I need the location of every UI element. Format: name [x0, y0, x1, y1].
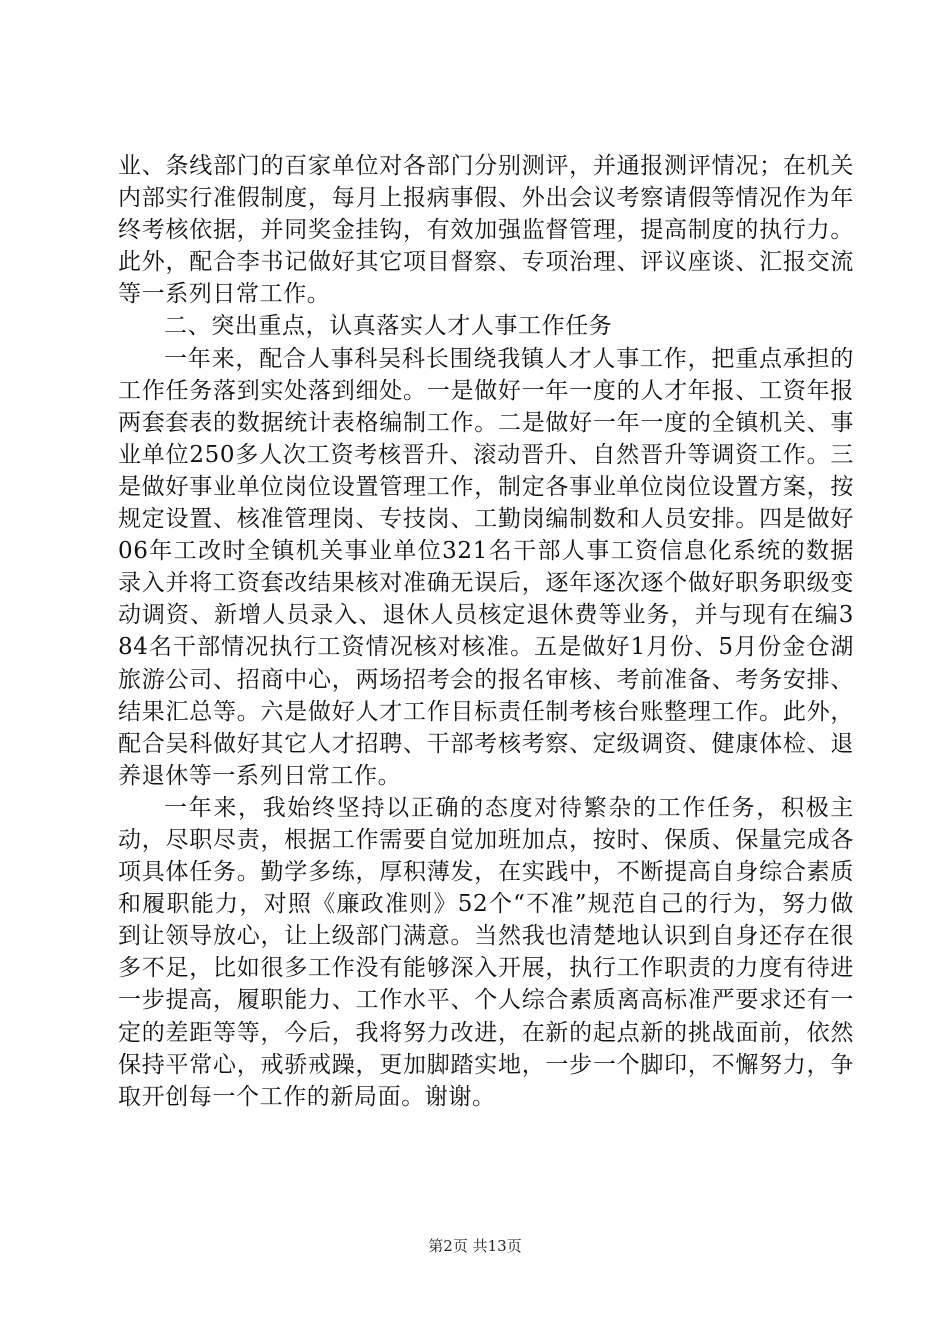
paragraph-personnel-work: 一年来，配合人事科吴科长围绕我镇人才人事工作，把重点承担的工作任务落到实处落到细处。一是做好一年一度的人才年报、工资年报两套套表的数据统计表格编制工作。二是做好一年一度的全镇机关、事业单位250多人次工资考核晋升、滚动晋升、自然晋升等调资工作。三是做好事业单位岗位设置管理工作，制定各事业单位岗位设置方案，按规定设置、核准管理岗、专技岗、工勤岗编制数和人员安排。四是做好06年工改时全镇机关事业单位321名干部人事工资信息化系统的数据录入并将工资套改结果核对准确无误后，逐年逐次逐个做好职务职级变动调资、新增人员录入、退休人员核定退休费等业务，并与现有在编384名干部情况执行工资情况核对核准。五是做好1月份、5月份金仓湖旅游公司、招商中心，两场招考会的报名审核、考前准备、考务安排、结果汇总等。六是做好人才工作目标责任制考核台账整理工作。此外，配合吴科做好其它人才招聘、干部考核考察、定级调资、健康体检、退养退休等一系列日常工作。	[118, 345, 854, 789]
paragraph-continuation: 业、条线部门的百家单位对各部门分别测评，并通报测评情况；在机关内部实行准假制度，每月上报病事假、外出会议考察请假等情况作为年终考核依据，并同奖金挂钩，有效加强监督管理，提高制度的执行力。此外，配合李书记做好其它项目督察、专项治理、评议座谈、汇报交流等一系列日常工作。	[118, 153, 854, 308]
paragraph-conclusion: 一年来，我始终坚持以正确的态度对待繁杂的工作任务，积极主动，尽职尽责，根据工作需要自觉加班加点，按时、保质、保量完成各项具体任务。勤学多练，厚积薄发，在实践中，不断提高自身综合素质和履职能力，对照《廉政准则》52个“不准”规范自己的行为，努力做到让领导放心，让上级部门满意。当然我也清楚地认识到自身还存在很多不足，比如很多工作没有能够深入开展，执行工作职责的力度有待进一步提高，履职能力、工作水平、个人综合素质离高标准严要求还有一定的差距等等，今后，我将努力改进，在新的起点新的挑战面前，依然保持平常心，戒骄戒躁，更加脚踏实地，一步一个脚印，不懈努力，争取开创每一个工作的新局面。谢谢。	[118, 794, 854, 1110]
page-footer: 第2页 共13页	[428, 1237, 522, 1255]
section-heading: 二、突出重点，认真落实人才人事工作任务	[164, 313, 613, 340]
document-body	[118, 150, 854, 1113]
